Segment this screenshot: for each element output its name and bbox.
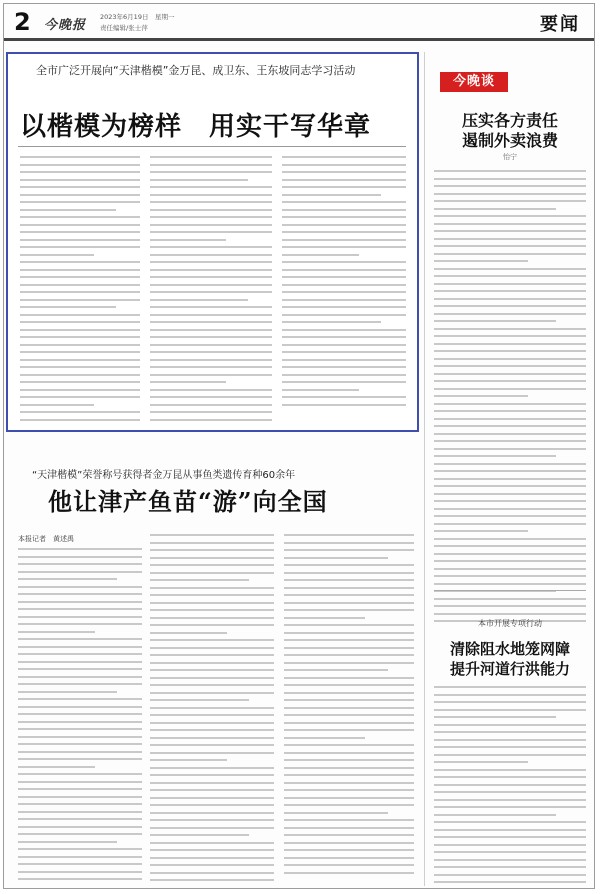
commentary-title-line-1: 压实各方责任	[461, 111, 558, 130]
second-article-title: 他让津产鱼苗“游”向全国	[48, 487, 328, 516]
column-divider	[424, 52, 425, 886]
lead-article[interactable]	[6, 52, 419, 432]
body-text-lines	[434, 686, 586, 884]
sidebar-rule	[434, 590, 586, 591]
section-name: 要闻	[540, 14, 580, 35]
body-text-lines	[434, 170, 586, 628]
body-text-lines	[20, 156, 140, 426]
lead-body-column-3	[282, 156, 406, 426]
page-number: 2	[14, 8, 31, 36]
issue-date: 2023年6月19日 星期一	[100, 13, 175, 21]
lead-title-rule	[18, 146, 406, 147]
lead-article-title: 以楷模为榜样 用实干写华章	[20, 112, 372, 142]
commentary-byline: 怡宁	[503, 153, 517, 161]
brief-kicker: 本市开展专项行动	[478, 619, 542, 628]
brief-title-line-1: 清除阻水地笼网障	[449, 640, 570, 658]
masthead-logo: 今晚报	[44, 18, 87, 33]
lead-body-column-1	[20, 156, 140, 426]
responsible-editor: 责任编辑/张士萍	[100, 24, 148, 32]
brief-body	[434, 686, 586, 884]
commentary-body	[434, 170, 586, 632]
body-text-lines	[282, 156, 406, 411]
lead-body-column-2	[150, 156, 272, 426]
body-text-lines	[284, 534, 414, 879]
header-rule	[4, 38, 594, 41]
body-text-lines	[150, 156, 272, 426]
body-text-lines	[18, 548, 142, 884]
second-article-kicker: “天津楷模”荣誉称号获得者金万昆从事鱼类遗传育种60余年	[32, 470, 296, 481]
second-article-byline: 本报记者 黄述禹	[18, 535, 74, 543]
lead-article-kicker: 全市广泛开展向“天津楷模”金万昆、成卫东、王东坡同志学习活动	[36, 64, 356, 77]
newspaper-page	[3, 3, 595, 889]
jinritan-tag: 今晚谈	[440, 72, 508, 92]
right-sidebar	[428, 62, 592, 888]
second-body-column-1	[18, 548, 142, 884]
body-text-lines	[150, 534, 274, 884]
second-body-column-3	[284, 534, 414, 884]
brief-title-line-2: 提升河道行洪能力	[449, 660, 570, 678]
commentary-title-line-2: 遏制外卖浪费	[461, 131, 558, 150]
page-header	[4, 4, 594, 42]
second-body-column-2	[150, 534, 274, 884]
